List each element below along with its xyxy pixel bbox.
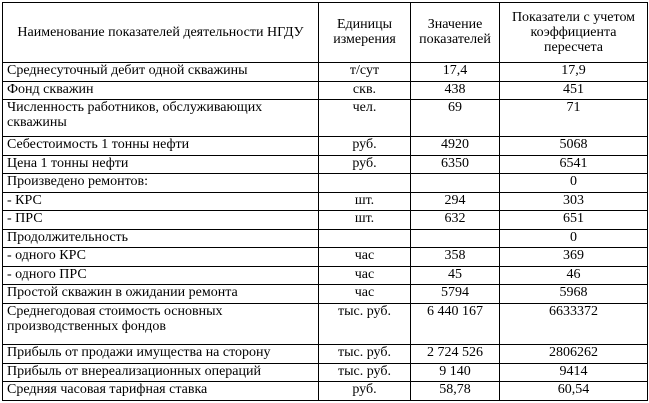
row-value	[411, 174, 500, 193]
row-value: 9 140	[411, 363, 500, 382]
row-unit: час	[319, 266, 411, 285]
row-unit: тыс. руб.	[319, 345, 411, 364]
row-name: Себестоимость 1 тонны нефти	[3, 137, 319, 156]
table-row	[3, 174, 648, 193]
row-value: 438	[411, 81, 500, 100]
row-unit: шт.	[319, 211, 411, 230]
row-name: Среднегодовая стоимость основных производственных фондов	[3, 303, 319, 344]
table-row	[3, 211, 648, 230]
row-name: Простой скважин в ожидании ремонта	[3, 285, 319, 304]
row-unit: руб.	[319, 382, 411, 401]
row-value: 17,4	[411, 62, 500, 81]
row-name: - ПРС	[3, 211, 319, 230]
header-unit: Единицы измерения	[319, 3, 411, 63]
row-adjusted: 5968	[500, 285, 648, 304]
row-value: 4920	[411, 137, 500, 156]
row-adjusted: 46	[500, 266, 648, 285]
row-unit: чел.	[319, 100, 411, 137]
table-row	[3, 137, 648, 156]
row-adjusted: 17,9	[500, 62, 648, 81]
row-adjusted: 71	[500, 100, 648, 137]
header-name: Наименование показателей деятельности НГДУ	[3, 3, 319, 63]
table-row	[3, 192, 648, 211]
row-value: 6 440 167	[411, 303, 500, 344]
row-adjusted: 60,54	[500, 382, 648, 401]
row-adjusted: 2806262	[500, 345, 648, 364]
row-name: Фонд скважин	[3, 81, 319, 100]
header-row	[3, 3, 648, 63]
row-name: Цена 1 тонны нефти	[3, 155, 319, 174]
row-name: Продолжительность	[3, 229, 319, 248]
table-row	[3, 229, 648, 248]
row-name: Произведено ремонтов:	[3, 174, 319, 193]
row-value: 45	[411, 266, 500, 285]
row-name: - одного КРС	[3, 248, 319, 267]
table-row	[3, 266, 648, 285]
row-value: 294	[411, 192, 500, 211]
row-name: Численность работников, обслуживающих скважины	[3, 100, 319, 137]
row-unit: руб.	[319, 137, 411, 156]
row-adjusted: 0	[500, 229, 648, 248]
table-row	[3, 100, 648, 137]
table-row	[3, 382, 648, 401]
row-adjusted: 5068	[500, 137, 648, 156]
row-value: 58,78	[411, 382, 500, 401]
row-value: 632	[411, 211, 500, 230]
row-unit: скв.	[319, 81, 411, 100]
row-unit: час	[319, 248, 411, 267]
header-adjusted: Показатели с учетом коэффициента пересчета	[500, 3, 648, 63]
row-unit	[319, 174, 411, 193]
row-name: Прибыль от продажи имущества на сторону	[3, 345, 319, 364]
row-value: 69	[411, 100, 500, 137]
table-row	[3, 345, 648, 364]
row-adjusted: 0	[500, 174, 648, 193]
row-value: 6350	[411, 155, 500, 174]
row-name: - одного ПРС	[3, 266, 319, 285]
row-unit	[319, 229, 411, 248]
header-value: Значение показателей	[411, 3, 500, 63]
row-adjusted: 6541	[500, 155, 648, 174]
row-adjusted: 369	[500, 248, 648, 267]
table-row	[3, 303, 648, 344]
row-name: Прибыль от внереализационных операций	[3, 363, 319, 382]
table-row	[3, 62, 648, 81]
table-row	[3, 363, 648, 382]
row-unit: руб.	[319, 155, 411, 174]
row-adjusted: 9414	[500, 363, 648, 382]
table-row	[3, 155, 648, 174]
row-value: 2 724 526	[411, 345, 500, 364]
row-name: Средняя часовая тарифная ставка	[3, 382, 319, 401]
table-row	[3, 285, 648, 304]
row-value: 5794	[411, 285, 500, 304]
row-unit: т/сут	[319, 62, 411, 81]
row-name: - КРС	[3, 192, 319, 211]
row-unit: тыс. руб.	[319, 363, 411, 382]
row-unit: тыс. руб.	[319, 303, 411, 344]
row-value	[411, 229, 500, 248]
row-name: Среднесуточный дебит одной скважины	[3, 62, 319, 81]
table-row	[3, 248, 648, 267]
row-unit: час	[319, 285, 411, 304]
table-row	[3, 81, 648, 100]
row-adjusted: 451	[500, 81, 648, 100]
indicators-table	[2, 2, 648, 401]
row-unit: шт.	[319, 192, 411, 211]
row-adjusted: 303	[500, 192, 648, 211]
row-adjusted: 651	[500, 211, 648, 230]
row-value: 358	[411, 248, 500, 267]
row-adjusted: 6633372	[500, 303, 648, 344]
